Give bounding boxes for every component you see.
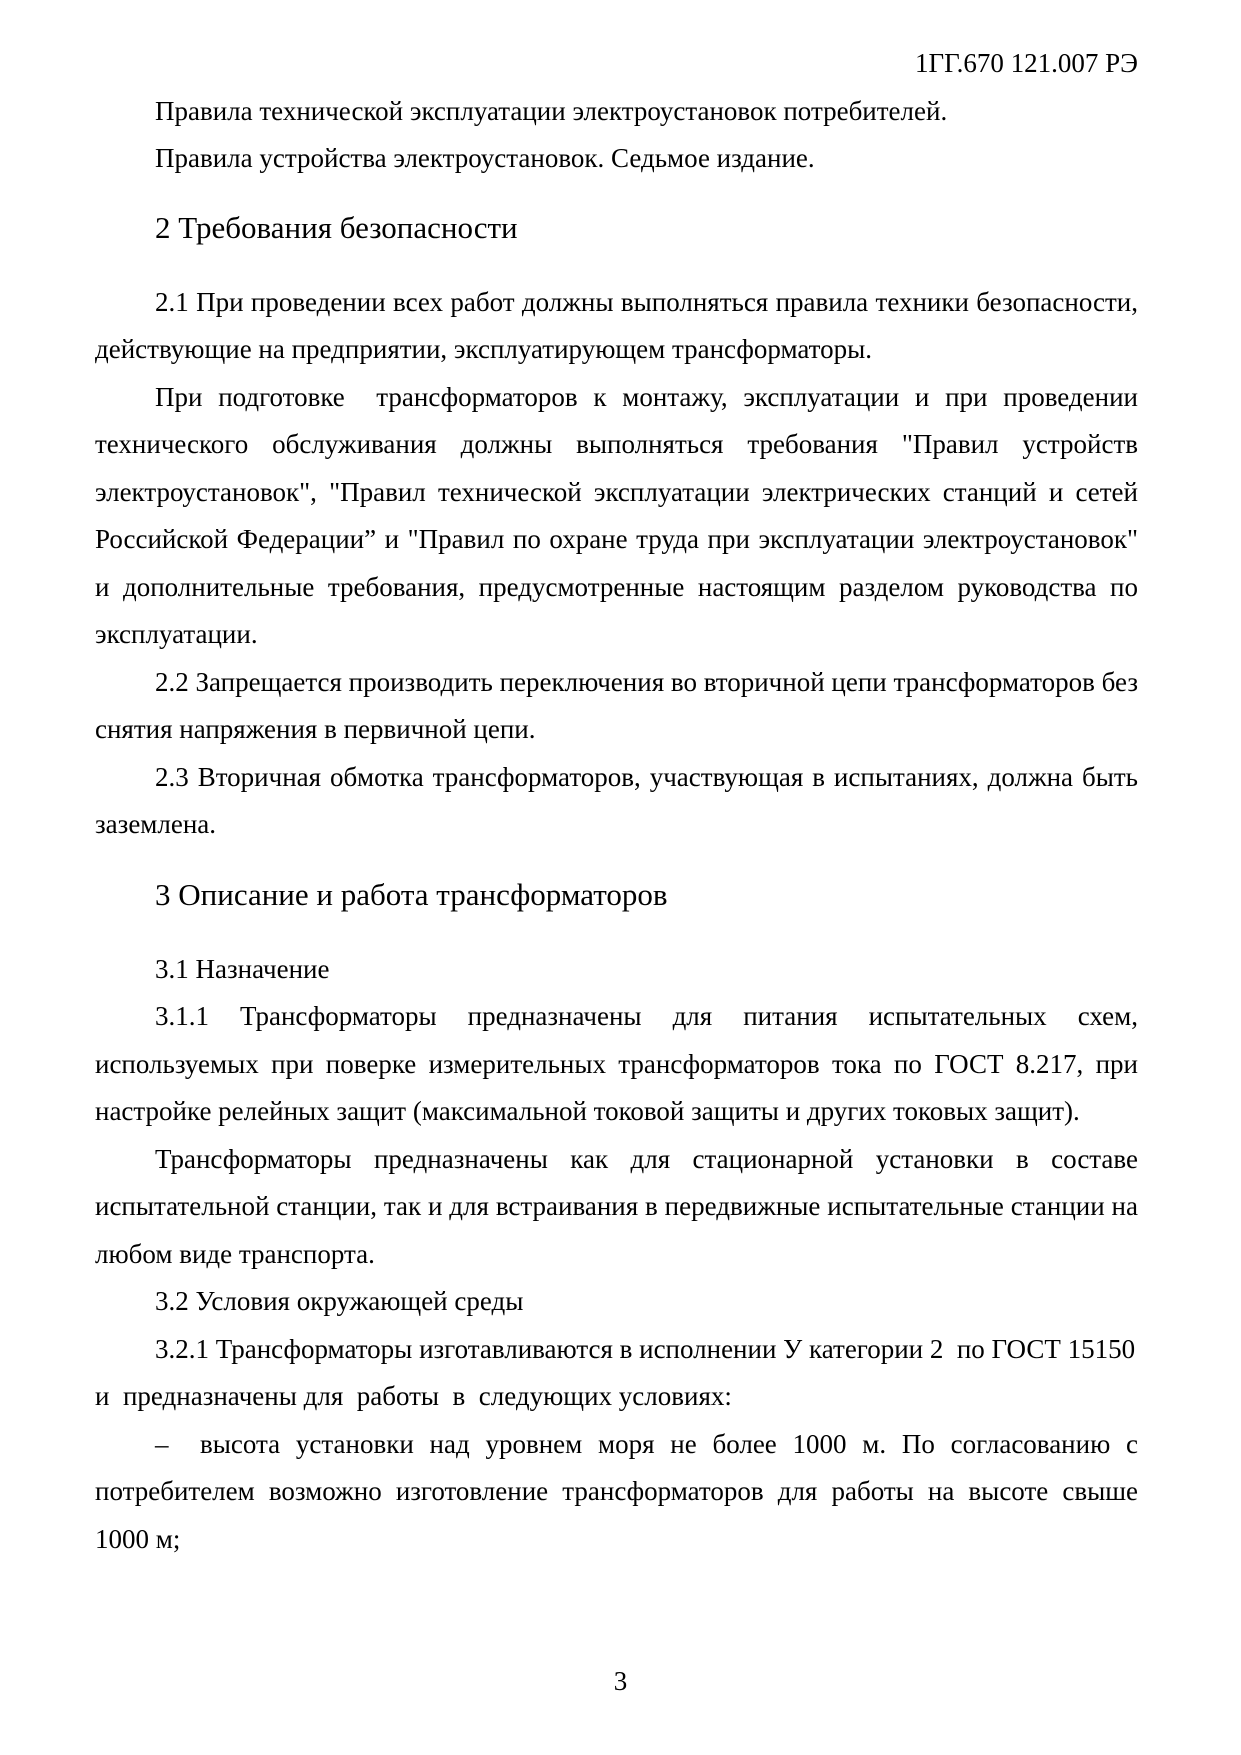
paragraph-2-1: 2.1 При проведении всех работ должны выполняться правила техники безопасности, действующие на предприятии, эксплуатирующем трансформаторы. (95, 286, 1145, 364)
section-2-heading: 2 Требования безопасности (155, 209, 518, 245)
doc-code-header: 1ГГ.670 121.007 РЭ (914, 48, 1138, 78)
paragraph-2-3: 2.3 Вторичная обмотка трансформаторов, участвующая в испытаниях, должна быть заземлена. (95, 761, 1145, 839)
intro-paragraph-1: Правила технической эксплуатации электроустановок потребителей. (155, 95, 948, 126)
paragraph-3-1-1: 3.1.1 Трансформаторы предназначены для питания испытательных схем, используемых при поверке измерительных трансформаторов тока по ГОСТ 8.217, при настройке релейных защит (максимальной токовой защиты и других токовых защит). (95, 1001, 1145, 1126)
paragraph-3-2-1: 3.2.1 Трансформаторы изготавливаются в исполнении У категории 2 по ГОСТ 15150 и предназначены для работы в следующих условиях: (95, 1333, 1142, 1411)
paragraph-rules: При подготовке трансформаторов к монтажу, эксплуатации и при проведении технического обслуживания должны выполняться требования "Правил устройств электроустановок", "Правил технической эксплуатации электрических станций и сетей Российской Федерации” и "Правил по охране труда при эксплуатации электроустановок" и дополнительные требования, предусмотренные настоящим разделом руководства по эксплуатации. (95, 381, 1145, 649)
section-3-heading: 3 Описание и работа трансформаторов (155, 876, 668, 912)
intro-paragraph-2: Правила устройства электроустановок. Седьмое издание. (155, 143, 815, 173)
page-number: 3 (613, 1666, 628, 1696)
paragraph-mobile-stations: Трансформаторы предназначены как для стационарной установки в составе испытательной станции, так и для встраивания в передвижные испытательные станции на любом виде транспорта. (95, 1143, 1145, 1269)
subsection-3-2-heading: 3.2 Условия окружающей среды (155, 1286, 524, 1316)
list-item-altitude: – высота установки над уровнем моря не более 1000 м. По согласованию с потребителем возможно изготовление трансформаторов для работы на высоте свыше 1000 м; (95, 1428, 1145, 1554)
subsection-3-1-heading: 3.1 Назначение (155, 953, 330, 984)
paragraph-2-2: 2.2 Запрещается производить переключения во вторичной цепи трансформаторов без снятия напряжения в первичной цепи. (95, 666, 1145, 744)
